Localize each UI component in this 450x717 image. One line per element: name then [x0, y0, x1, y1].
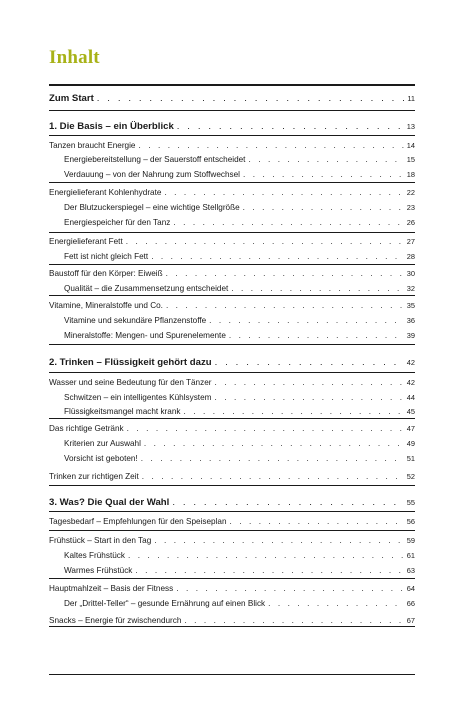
toc-entry-label: Frühstück – Start in den Tag: [49, 536, 152, 545]
leader-dots: [151, 251, 404, 262]
toc-entry[interactable]: [49, 615, 415, 626]
toc-entry-page: 67: [406, 616, 415, 625]
toc-subentry[interactable]: [64, 392, 415, 403]
leader-dots: [229, 330, 404, 341]
leader-dots: [177, 121, 404, 132]
toc-entry-label: Kriterien zur Auswahl: [64, 439, 141, 448]
toc-entry-label: Tagesbedarf – Empfehlungen für den Speiseplan: [49, 517, 227, 526]
toc-entry-label: Schwitzen – ein intelligentes Kühlsystem: [64, 393, 212, 402]
leader-dots: [141, 453, 404, 464]
toc-entry-label: 1. Die Basis – ein Überblick: [49, 121, 174, 132]
toc-entry-label: Baustoff für den Körper: Eiweiß: [49, 269, 163, 278]
toc-entry[interactable]: [49, 300, 415, 311]
toc-entry-page: 42: [406, 358, 415, 367]
divider: [49, 135, 415, 136]
toc-entry-page: 44: [406, 393, 415, 402]
toc-entry-page: 32: [406, 284, 415, 293]
toc-subentry[interactable]: [64, 550, 415, 561]
toc-entry[interactable]: [49, 140, 415, 151]
toc-entry-page: 45: [406, 407, 415, 416]
leader-dots: [230, 516, 404, 527]
toc-entry-label: Der Blutzuckerspiegel – eine wichtige Stellgröße: [64, 203, 240, 212]
toc-entry-label: Tanzen braucht Energie: [49, 141, 136, 150]
toc-entry-label: Snacks – Energie für zwischendurch: [49, 616, 182, 625]
toc-entry-page: 36: [406, 316, 415, 325]
toc-entry[interactable]: [49, 497, 415, 508]
divider: [49, 110, 415, 111]
toc-subentry[interactable]: [64, 565, 415, 576]
leader-dots: [166, 268, 404, 279]
toc-entry-label: Mineralstoffe: Mengen- und Spurenelemente: [64, 331, 226, 340]
toc-subentry[interactable]: [64, 438, 415, 449]
toc-subentry[interactable]: [64, 315, 415, 326]
toc-entry-label: Das richtige Getränk: [49, 424, 124, 433]
toc-entry-label: Vitamine, Mineralstoffe und Co.: [49, 301, 163, 310]
toc-entry-page: 66: [406, 599, 415, 608]
toc-entry-page: 47: [406, 424, 415, 433]
toc-entry[interactable]: [49, 187, 415, 198]
toc-entry-label: Der „Drittel-Teller“ – gesunde Ernährung auf einen Blick: [64, 599, 266, 608]
divider: [49, 485, 415, 486]
toc-entry-page: 14: [406, 141, 415, 150]
leader-dots: [215, 377, 404, 388]
toc-entry-page: 15: [406, 155, 415, 164]
toc-entry-page: 22: [406, 188, 415, 197]
toc-subentry[interactable]: [64, 598, 415, 609]
toc-entry-label: Hauptmahlzeit – Basis der Fitness: [49, 584, 174, 593]
leader-dots: [154, 535, 404, 546]
toc-entry[interactable]: [49, 121, 415, 132]
divider: [49, 372, 415, 373]
leader-dots: [144, 438, 404, 449]
toc-entry-page: 49: [406, 439, 415, 448]
leader-dots: [128, 550, 404, 561]
divider: [49, 578, 415, 579]
divider: [49, 674, 415, 675]
toc-entry-page: 63: [406, 566, 415, 575]
divider: [49, 84, 415, 86]
divider: [49, 344, 415, 345]
toc-entry-label: Energiebereitstellung – der Sauerstoff entscheidet: [64, 155, 246, 164]
toc-entry[interactable]: [49, 268, 415, 279]
toc-entry-page: 52: [406, 472, 415, 481]
toc-entry-page: 59: [406, 536, 415, 545]
leader-dots: [214, 392, 403, 403]
toc-entry[interactable]: [49, 93, 415, 104]
toc-entry-page: 61: [406, 551, 415, 560]
toc-entry-label: 3. Was? Die Qual der Wahl: [49, 497, 170, 508]
leader-dots: [126, 236, 404, 247]
toc-entry-page: 39: [406, 331, 415, 340]
toc-subentry[interactable]: [64, 330, 415, 341]
toc-entry-page: 11: [407, 94, 415, 103]
leader-dots: [268, 598, 404, 609]
toc-subentry[interactable]: [64, 406, 415, 417]
toc-entry-page: 35: [406, 301, 415, 310]
toc-subentry[interactable]: [64, 283, 415, 294]
toc-subentry[interactable]: [64, 251, 415, 262]
leader-dots: [243, 169, 404, 180]
leader-dots: [138, 140, 403, 151]
divider: [49, 182, 415, 183]
toc-entry-label: Wasser und seine Bedeutung für den Tänzer: [49, 378, 212, 387]
toc-entry-label: Fett ist nicht gleich Fett: [64, 252, 149, 261]
toc-entry-page: 56: [406, 517, 415, 526]
toc-entry-label: Energielieferant Fett: [49, 237, 123, 246]
toc-entry[interactable]: [49, 516, 415, 527]
toc-entry[interactable]: [49, 471, 415, 482]
toc-subentry[interactable]: [64, 217, 415, 228]
toc-entry-page: 27: [406, 237, 415, 246]
toc-entry-label: Vorsicht ist geboten!: [64, 454, 138, 463]
toc-entry-page: 64: [406, 584, 415, 593]
toc-entry-page: 30: [406, 269, 415, 278]
toc-entry-label: Qualität – die Zusammensetzung entscheidet: [64, 284, 229, 293]
leader-dots: [184, 615, 403, 626]
toc-entry-label: Energiespeicher für den Tanz: [64, 218, 171, 227]
toc-entry-label: Kaltes Frühstück: [64, 551, 125, 560]
leader-dots: [248, 154, 403, 165]
toc-entry-label: 2. Trinken – Flüssigkeit gehört dazu: [49, 357, 212, 368]
toc-entry-label: Zum Start: [49, 93, 94, 104]
divider: [49, 626, 415, 627]
leader-dots: [231, 283, 403, 294]
divider: [49, 530, 415, 531]
toc-subentry[interactable]: [64, 169, 415, 180]
leader-dots: [142, 471, 404, 482]
leader-dots: [184, 406, 404, 417]
leader-dots: [215, 357, 404, 368]
divider: [49, 232, 415, 233]
toc-entry-page: 26: [406, 218, 415, 227]
leader-dots: [243, 202, 404, 213]
toc-entry-label: Trinken zur richtigen Zeit: [49, 472, 139, 481]
divider: [49, 295, 415, 296]
toc-entry[interactable]: [49, 583, 415, 594]
toc-entry[interactable]: [49, 423, 415, 434]
toc-entry-page: 55: [406, 498, 415, 507]
toc-entry-page: 28: [406, 252, 415, 261]
divider: [49, 264, 415, 265]
leader-dots: [176, 583, 404, 594]
toc-subentry[interactable]: [64, 154, 415, 165]
divider: [49, 511, 415, 512]
toc-entry-label: Flüssigkeitsmangel macht krank: [64, 407, 181, 416]
toc-entry-page: 13: [406, 122, 415, 131]
leader-dots: [172, 497, 403, 508]
toc-entry-label: Energielieferant Kohlenhydrate: [49, 188, 162, 197]
leader-dots: [97, 93, 405, 104]
toc-subentry[interactable]: [64, 202, 415, 213]
toc-entry[interactable]: [49, 377, 415, 388]
toc-entry[interactable]: [49, 236, 415, 247]
leader-dots: [164, 187, 403, 198]
toc-entry-label: Vitamine und sekundäre Pflanzenstoffe: [64, 316, 207, 325]
toc-entry-page: 23: [406, 203, 415, 212]
leader-dots: [166, 300, 404, 311]
leader-dots: [127, 423, 404, 434]
toc-entry-page: 18: [406, 170, 415, 179]
leader-dots: [135, 565, 403, 576]
leader-dots: [173, 217, 403, 228]
toc-entry-page: 51: [406, 454, 415, 463]
toc-entry-label: Verdauung – von der Nahrung zum Stoffwechsel: [64, 170, 240, 179]
toc-entry-page: 42: [406, 378, 415, 387]
toc-entry[interactable]: [49, 535, 415, 546]
toc-subentry[interactable]: [64, 453, 415, 464]
leader-dots: [209, 315, 404, 326]
page-title: Inhalt: [49, 47, 100, 68]
toc-entry[interactable]: [49, 357, 415, 368]
divider: [49, 418, 415, 419]
toc-entry-label: Warmes Frühstück: [64, 566, 133, 575]
